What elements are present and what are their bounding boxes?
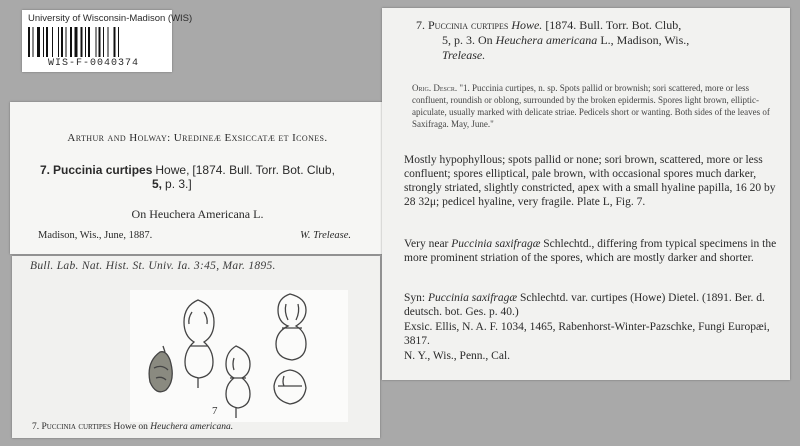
synonym-text: Schlechtd. var. curtipes (Howe) Dietel. (1891. Ber. d. deutsch. bot. Ges. p. 40.) xyxy=(404,292,765,318)
label-citation: [1874. Bull. Torr. Bot. Club, xyxy=(192,163,335,177)
label-host: On Heuchera Americana L. xyxy=(131,207,264,221)
desc-species: Puccinia curtipes xyxy=(428,18,509,32)
barcode-number: WIS-F-0040374 xyxy=(48,58,140,69)
figure-sheet xyxy=(12,256,380,438)
label-collector: W. Trelease. xyxy=(300,230,351,241)
spore-figure xyxy=(184,300,214,388)
label-citation-line xyxy=(152,177,192,192)
desc-host: Heuchera americana xyxy=(495,33,598,47)
comparison-a: Very near xyxy=(404,238,449,250)
spore-figure xyxy=(226,346,250,418)
spore-drawing xyxy=(130,290,348,422)
label-page: p. 3.] xyxy=(165,177,192,191)
orig-text: "1. Puccinia curtipes, n. sp. Spots pallid or brownish; sori scattered, more or less confluent, roundish or oblong, surrounded by the broken epidermis. Spores light brown, elliptic-apiculate, usually marked with delicate striae. Pedicels short or wanting. Both sides of the leaves of Saxifraga. May, June." xyxy=(412,83,770,129)
synonym-paragraph xyxy=(404,291,786,319)
figure-number: 7 xyxy=(212,405,218,417)
label-species: Puccinia curtipes xyxy=(53,163,153,177)
caption-mid: Howe on xyxy=(113,422,148,432)
spore-figure xyxy=(276,294,306,360)
label-volume: 5, xyxy=(152,177,163,191)
desc-citation-2: 5, p. 3. On xyxy=(442,33,493,47)
spore-figure xyxy=(274,370,306,404)
caption-host: Heuchera americana. xyxy=(150,422,234,432)
comparison-species: Puccinia saxifragæ xyxy=(451,238,541,250)
barcode-label xyxy=(22,10,193,72)
spore-figure xyxy=(149,346,172,392)
description-sheet xyxy=(382,8,790,380)
desc-author: Howe. xyxy=(511,18,543,32)
label-number: 7. xyxy=(40,163,51,177)
institution-name: University of Wisconsin-Madison (WIS) xyxy=(28,13,193,24)
synonym-species: Puccinia saxifragæ xyxy=(427,292,518,304)
spore-drawing-panel xyxy=(130,290,348,422)
comparison-paragraph xyxy=(404,237,786,265)
original-description xyxy=(412,82,784,130)
desc-heading-2 xyxy=(442,33,689,48)
orig-label: Orig. Descr. xyxy=(412,83,458,93)
label-author: Howe, xyxy=(155,163,190,177)
handwritten-reference: Bull. Lab. Nat. Hist. St. Univ. Ia. 3:45, Mar. 1895. xyxy=(30,260,276,272)
series-title: Arthur and Holway: Uredineæ Exsiccatæ et Icones. xyxy=(67,132,328,144)
synonym-label: Syn: xyxy=(404,292,426,304)
desc-collector: Trelease. xyxy=(442,48,486,62)
description-paragraph: Mostly hypophyllous; spots pallid or none; sori brown, scattered, more or less confluent; spores elliptical, pale brown, with occasional spores much darker, strongly striated, slightly constricted, apex with a small hyaline papilla, 16 20 by 28 32μ; pedicel hyaline, very fragile. Plate L, Fig. 7. xyxy=(404,154,776,208)
comparison-b: Schlechtd., differing from typical specimens in the more prominent striation of the spores, which are mostly darker and shorter. xyxy=(404,238,777,264)
caption-species: Puccinia curtipes xyxy=(41,422,111,432)
label-locality: Madison, Wis., June, 1887. xyxy=(38,230,153,241)
figure-caption xyxy=(32,422,233,432)
barcode-bars xyxy=(28,27,168,57)
label-species-line xyxy=(40,163,335,178)
range-paragraph: N. Y., Wis., Penn., Cal. xyxy=(404,350,511,362)
caption-number: 7. xyxy=(32,422,40,432)
desc-number: 7. xyxy=(416,18,425,32)
herbarium-label xyxy=(10,102,385,254)
exsiccatae-paragraph: Exsic. Ellis, N. A. F. 1034, 1465, Rabenhorst-Winter-Pazschke, Fungi Europæi, 3817. xyxy=(404,321,770,347)
desc-heading xyxy=(416,18,681,33)
desc-citation: [1874. Bull. Torr. Bot. Club, xyxy=(545,18,682,32)
desc-citation-3: L., Madison, Wis., xyxy=(600,33,690,47)
